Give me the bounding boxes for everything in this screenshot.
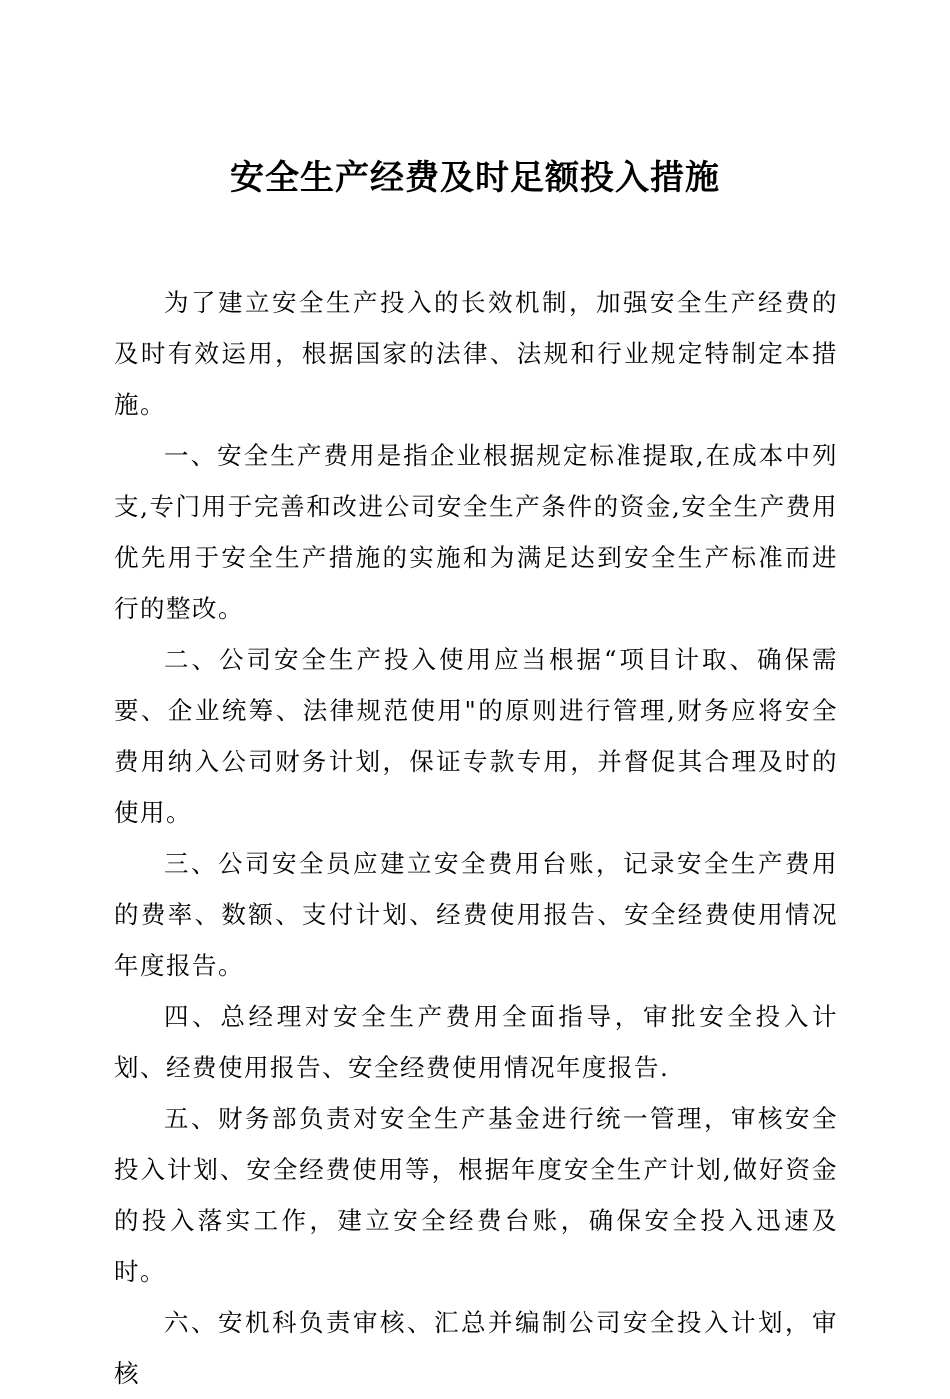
paragraph-item-5: 五、财务部负责对安全生产基金进行统一管理，审核安全投入计划、安全经费使用等，根据年度安全生产计划,做好资金的投入落实工作，建立安全经费台账，确保安全投入迅速及时。: [114, 1104, 838, 1286]
paragraph-item-3: 三、公司安全员应建立安全费用台账，记录安全生产费用的费率、数额、支付计划、经费使用报告、安全经费使用情况年度报告。: [114, 849, 838, 980]
paragraph-item-6: 六、安机科负责审核、汇总并编制公司安全投入计划，审核: [114, 1308, 838, 1388]
paragraph-item-2: 二、公司安全生产投入使用应当根据“项目计取、确保需要、企业统筹、法律规范使用"的原则进行管理,财务应将安全费用纳入公司财务计划，保证专款专用，并督促其合理及时的使用。: [114, 645, 838, 827]
paragraph-item-4: 四、总经理对安全生产费用全面指导，审批安全投入计划、经费使用报告、安全经费使用情况年度报告.: [114, 1002, 838, 1082]
paragraph-intro: 为了建立安全生产投入的长效机制，加强安全生产经费的及时有效运用，根据国家的法律、法规和行业规定特制定本措施。: [114, 288, 838, 419]
document-title: 安全生产经费及时足额投入措施: [230, 158, 720, 198]
document-body: [114, 277, 838, 1399]
paragraph-item-1: 一、安全生产费用是指企业根据规定标准提取,在成本中列支,专门用于完善和改进公司安全生产条件的资金,安全生产费用优先用于安全生产措施的实施和为满足达到安全生产标准而进行的整改。: [114, 441, 838, 623]
